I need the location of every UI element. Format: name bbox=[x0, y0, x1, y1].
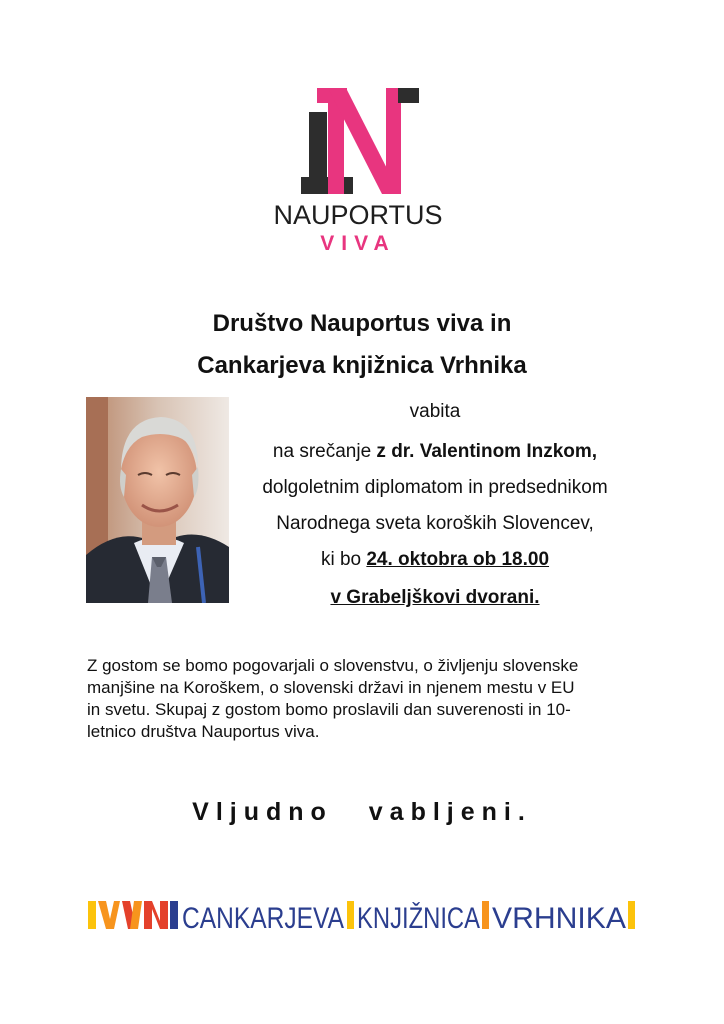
closing-text: Vljudno vabljeni. bbox=[192, 798, 532, 826]
footer-part-1: CANKARJEVA bbox=[182, 902, 344, 935]
heading-line-1: Društvo Nauportus viva in bbox=[212, 310, 512, 337]
invite-guest-name: z dr. Valentinom Inzkom, bbox=[376, 441, 598, 462]
description-paragraph bbox=[87, 655, 647, 743]
invite-venue: v Grabeljškovi dvorani. bbox=[330, 587, 540, 608]
description-line: letnico društva Nauportus viva. bbox=[87, 722, 320, 741]
guest-portrait-photo bbox=[86, 397, 229, 603]
nauportus-viva-logo bbox=[268, 82, 448, 262]
nauportus-n-mark-icon bbox=[268, 82, 448, 202]
invite-date-line bbox=[230, 549, 640, 571]
logo-viva-text: VIVA bbox=[320, 232, 396, 255]
description-line: manjšine na Koroškem, o slovenski državi in njenem mestu v EU bbox=[87, 678, 575, 697]
invite-date-prefix: ki bo bbox=[320, 549, 367, 570]
invite-role-line: dolgoletnim diplomatom in predsednikom bbox=[262, 477, 608, 498]
invite-date: 24. oktobra ob 18.00 bbox=[366, 549, 550, 570]
logo-nauportus-text: NAUPORTUS bbox=[273, 200, 443, 230]
invite-guest-line bbox=[230, 441, 640, 463]
invite-guest-prefix: na srečanje bbox=[272, 441, 377, 462]
invite-council-line: Narodnega sveta koroških Slovencev, bbox=[276, 513, 594, 534]
footer-part-3: VRHNIKA bbox=[492, 902, 626, 935]
description-line: Z gostom se bomo pogovarjali o slovenstvu, o življenju slovenske bbox=[87, 656, 579, 675]
description-line: in svetu. Skupaj z gostom bomo proslavili dan suverenosti in 10- bbox=[87, 700, 571, 719]
footer-part-2: KNJIŽNICA bbox=[357, 902, 480, 935]
heading-line-2: Cankarjeva knjižnica Vrhnika bbox=[197, 352, 527, 379]
invite-vabita: vabita bbox=[409, 401, 461, 422]
cankarjeva-knjiznica-logo bbox=[88, 895, 636, 935]
